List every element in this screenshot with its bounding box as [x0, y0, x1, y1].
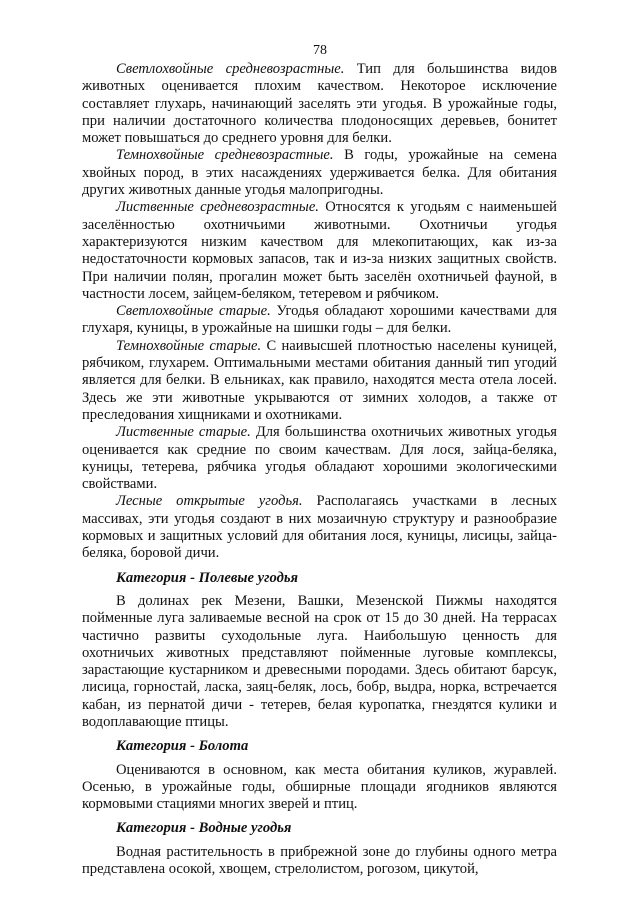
habitat-term: Светлохвойные старые. [116, 303, 271, 320]
paragraph-fields [82, 593, 557, 731]
fields-section [82, 570, 557, 732]
paragraph-light-conifer-middle-aged [82, 61, 557, 147]
page-content [82, 61, 557, 878]
paragraph-deciduous-middle-aged [82, 199, 557, 303]
paragraph-forest-open-lands [82, 493, 557, 562]
section-heading: Категория - Полевые угодья [116, 569, 299, 586]
habitat-term: Лиственные старые. [116, 424, 251, 441]
paragraph-text: Для большинства охотничьих животных угодья оценивается как средние по своим качествам. Для лося, зайца-беляка, куницы, тетерева, рябчика угодья обладают хорошими экологическими свойствами. [82, 424, 558, 493]
habitat-term: Темнохвойные старые. [116, 337, 262, 354]
swamps-section [82, 738, 557, 813]
paragraph-text: С наивысшей плотностью населены куницей, рябчиком, глухарем. Оптимальными местами обитания данный тип угодий является для белки. В ельниках, как правило, находятся места отела лосей. Здесь же эти животные укрываются от зимних холодов, а также от преследования хищниками и охотниками. [82, 337, 557, 423]
paragraph-deciduous-old [82, 424, 557, 493]
section-heading: Категория - Болота [116, 738, 249, 755]
paragraph-text: Располагаясь участками в лесных массивах, эти угодья создают в них мозаичную структуру и разнообразие кормовых и защитных условий для обитания лося, куницы, лисицы, зайца-беляка, боровой дичи. [82, 493, 557, 562]
section-heading: Категория - Водные угодья [116, 820, 292, 837]
paragraph-text: Тип для большинства видов животных оценивается плохим качеством. Некоторое исключение составляет глухарь, начинающий заселять эти угодья. В урожайные годы, при наличии достаточного количества плодоносящих деревьев, бонитет может повышаться до среднего уровня для белки. [82, 61, 557, 147]
habitat-term: Лесные открытые угодья. [116, 493, 303, 510]
paragraph-water [82, 844, 557, 879]
habitat-term: Темнохвойные средневозрастные. [116, 147, 334, 164]
paragraph-text: Водная растительность в прибрежной зоне до глубины одного метра представлена осокой, хвощем, стрелолистом, рогозом, цикутой, [82, 843, 557, 878]
habitat-term: Светлохвойные средневозрастные. [116, 61, 345, 77]
paragraph-light-conifer-old [82, 303, 557, 338]
paragraph-dark-conifer-old [82, 338, 557, 424]
forest-habitats-section [82, 61, 557, 563]
paragraph-text: Относятся к угодьям с наименьшей заселённостью охотничьими животными. Охотничьи угодья характеризуются низким качеством для млекопитающих, как из-за недостаточности кормовых запасов, так и из-за низких защитных свойств. При наличии полян, прогалин может быть заселён охотничьей фауной, в частности лосем, зайцем-беляком, тетеревом и рябчиком. [82, 199, 557, 302]
paragraph-swamps [82, 762, 557, 814]
paragraph-text: В годы, урожайные на семена хвойных пород, в этих насаждениях удерживается белка. Для обитания других животных данные угодья малопригодны. [82, 147, 557, 199]
paragraph-text: Оцениваются в основном, как места обитания куликов, журавлей. Осенью, в урожайные годы, обширные площади ягодников являются кормовыми стациями многих зверей и птиц. [82, 761, 557, 813]
paragraph-text: В долинах рек Мезени, Вашки, Мезенской Пижмы находятся пойменные луга заливаемые весной на срок от 15 до 30 дней. На террасах частично развиты суходольные луга. Наибольшую ценность для охотничьих животных представляют пойменные луговые комплексы, зарастающие кустарником и древесными породами. Здесь обитают барсук, лисица, горностай, ласка, заяц-беляк, лось, бобр, выдра, норка, встречается кабан, из пернатой дичи - тетерев, белая куропатка, гнездятся кулики и водоплавающие птицы. [82, 592, 557, 730]
paragraph-text: Угодья обладают хорошими качествами для глухаря, куницы, в урожайные на шишки годы – для белки. [82, 303, 558, 337]
paragraph-dark-conifer-middle-aged [82, 147, 557, 199]
water-section [82, 820, 557, 878]
page-number: 78 [313, 43, 327, 58]
habitat-term: Лиственные средневозрастные. [116, 199, 319, 216]
